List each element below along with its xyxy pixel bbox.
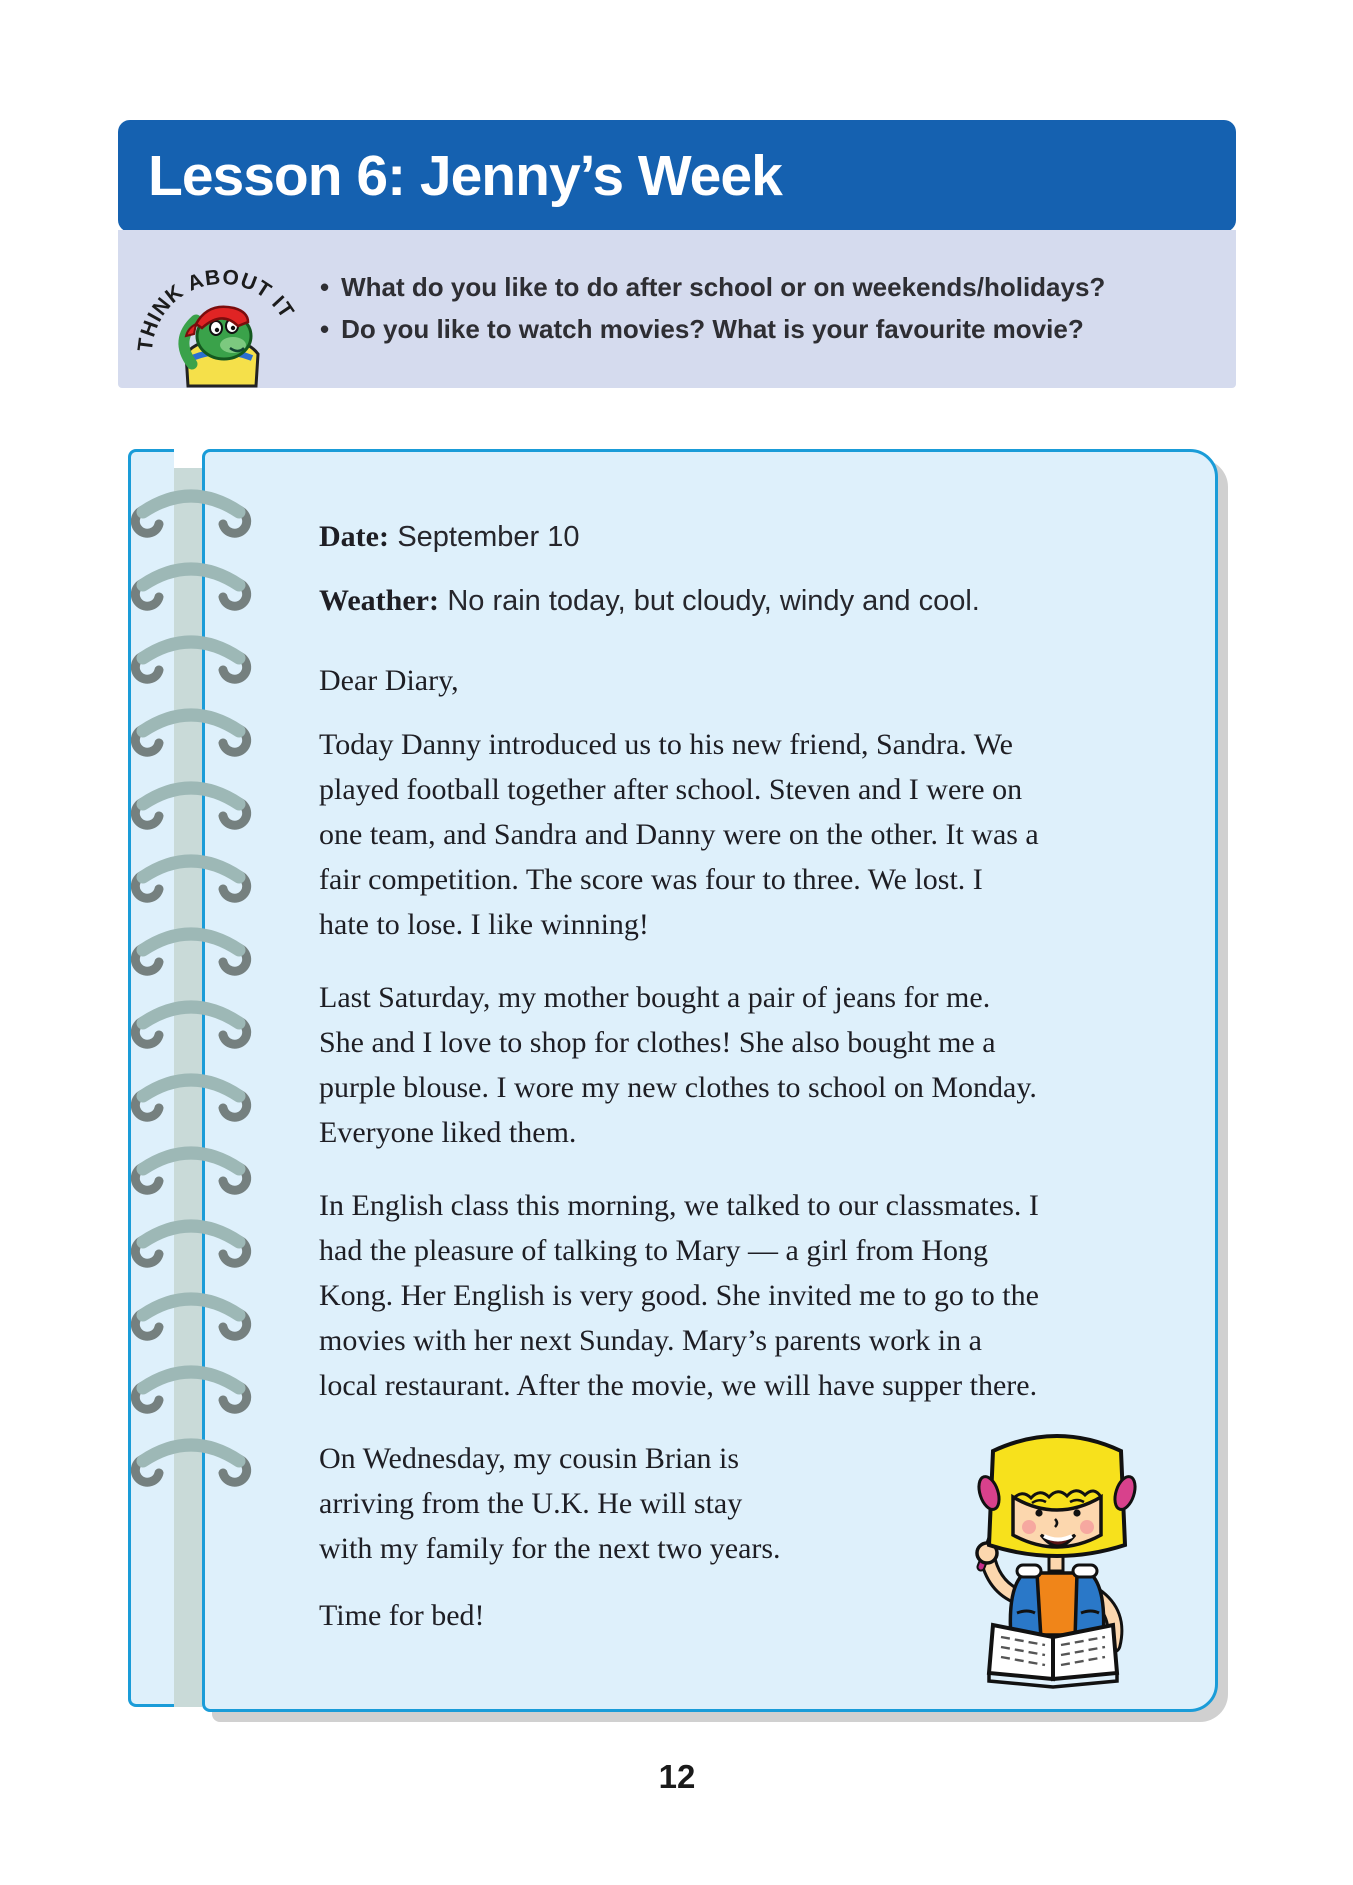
bullet-icon: • [320,314,330,344]
think-badge-text: THINK ABOUT IT [133,265,299,353]
bullet-icon: • [320,272,330,302]
diary-entry [319,520,1039,1633]
book-right-page [1053,1625,1117,1679]
diary-paragraph-4: On Wednesday, my cousin Brian is arriving from the U.K. He will stay with my family for the next two years. [319,1442,781,1565]
think-question-1-text: What do you like to do after school or on weekends/holidays? [341,272,1106,302]
date-value: September 10 [397,521,580,553]
diary-salutation: Dear Diary, [319,664,459,697]
page-number: 12 [658,1758,696,1795]
diary-paragraph-3: In English class this morning, we talked to our classmates. I had the pleasure of talking to Mary — a girl from Hong Kong. Her English is very good. She invited me to go to the movies with her next Sunday. Mary’s parents work in a local restaurant. After the movie, we will have supper there. [319,1189,1039,1402]
page-title: Lesson 6: Jenny’s Week [148,144,782,208]
diary-paragraph-2: Last Saturday, my mother bought a pair of jeans for me. She and I love to shop for clothes! She also bought me a purple blouse. I wore my new clothes to school on Monday. Everyone liked them. [319,981,1037,1149]
spiral-binding [96,470,286,1490]
think-about-it-box [118,230,1236,388]
diary-date-line [319,520,1039,554]
weather-value: No rain today, but cloudy, windy and cool. [447,585,980,617]
think-question-list [320,266,1105,350]
diary-paragraph-1: Today Danny introduced us to his new friend, Sandra. We played football together after school. Steven and I were on one team, and Sandra and Danny were on the other. It was a fair competition. The score was four to three. We lost. I hate to lose. I like winning! [319,728,1039,941]
think-about-it-mascot-icon [130,236,310,388]
think-question-1 [320,266,1105,308]
think-question-2 [320,308,1105,350]
diary-weather-line [319,584,1039,618]
weather-label: Weather: [319,584,439,617]
think-question-2-text: Do you like to watch movies? What is your favourite movie? [341,314,1084,344]
book-left-page [989,1625,1053,1679]
diary-closing: Time for bed! [319,1599,485,1632]
lesson-header [118,120,1236,232]
date-label: Date: [319,520,389,553]
girl-writing-illustration [935,1427,1185,1692]
diary-page [202,449,1218,1712]
